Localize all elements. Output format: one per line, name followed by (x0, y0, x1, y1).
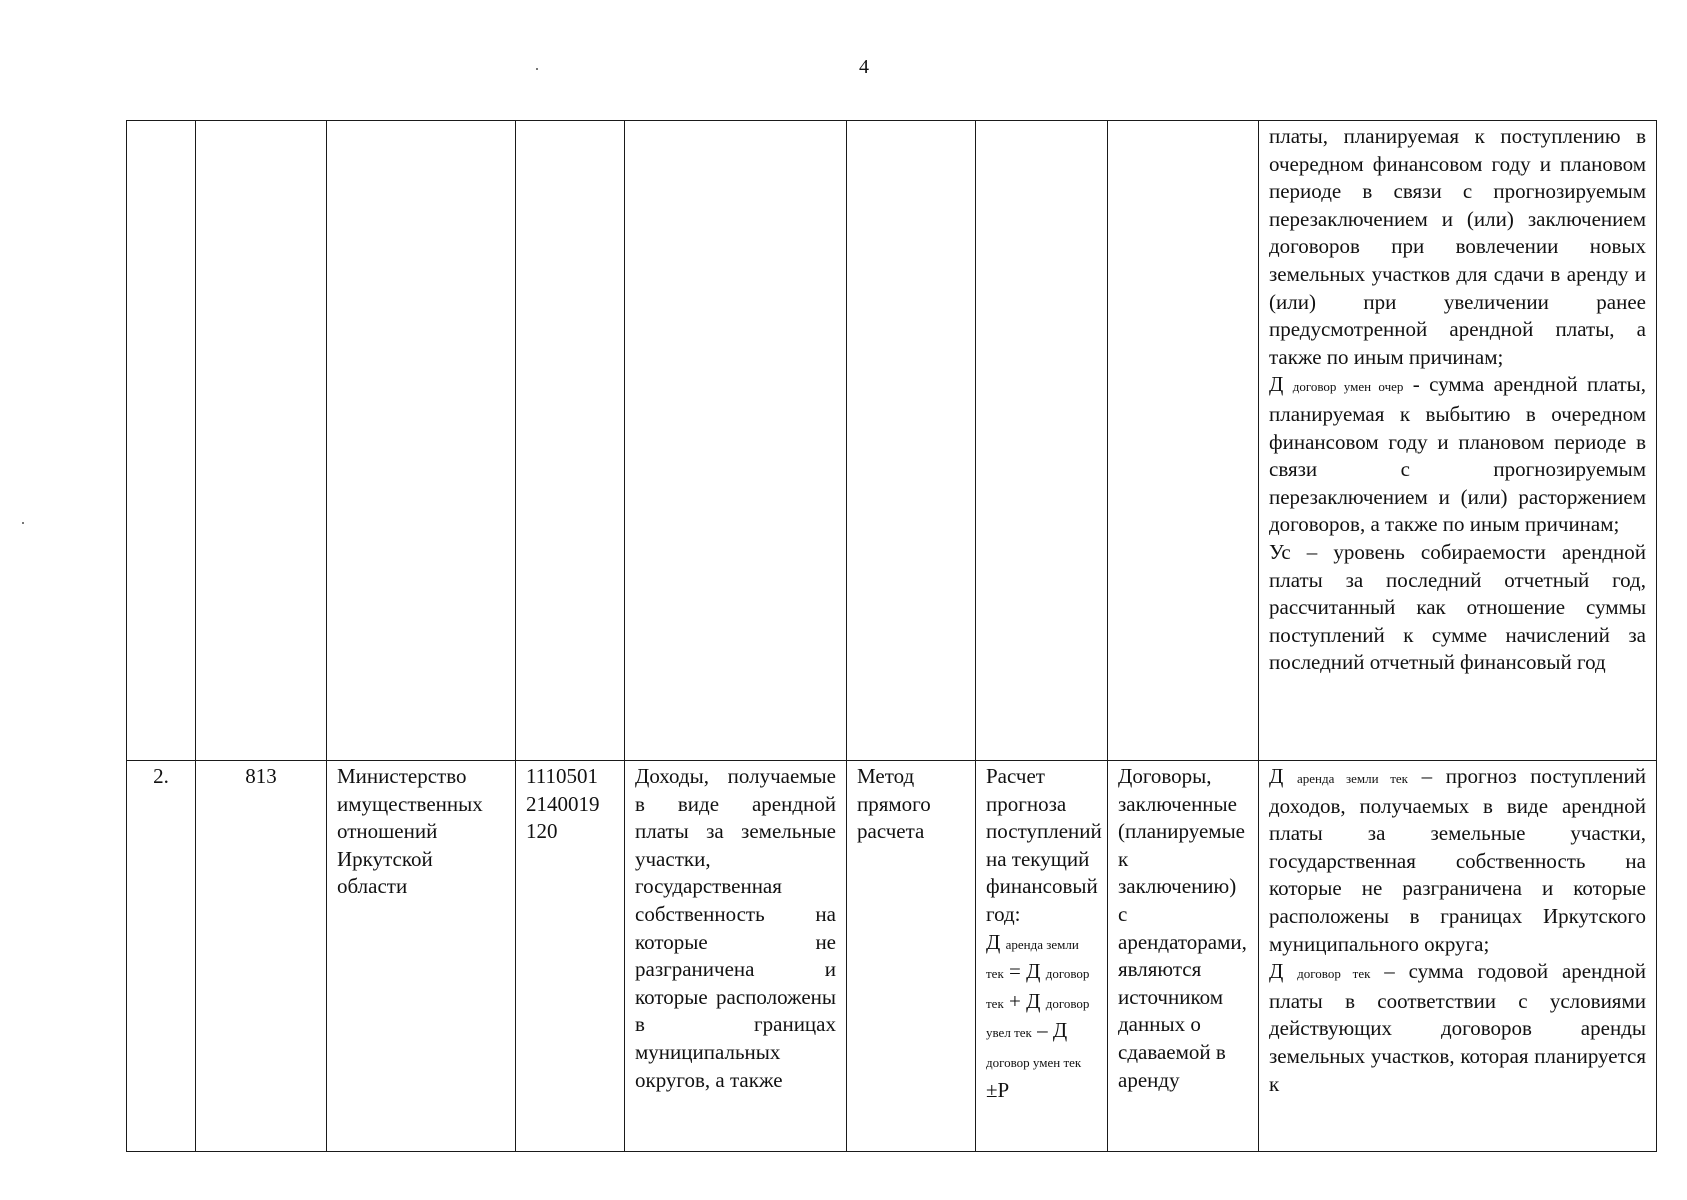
formula-sub-arenda: аренда земли тек (986, 936, 1079, 982)
uc-definition: Ус – уровень собираемости арендной платы за последний отчетный год, рассчитанный как отношение суммы поступлений к сумме начислений за последний отчетный финансовый год (1269, 539, 1646, 675)
cell-income-name (625, 121, 847, 761)
row-number: 2. (127, 761, 196, 1152)
cell-number (127, 121, 196, 761)
formula-d: Д (986, 929, 1001, 954)
cell-method (847, 121, 976, 761)
page-number: 4 (859, 56, 869, 78)
formula-intro: Расчет прогноза поступлений на текущий финансовый год: (986, 764, 1102, 926)
def-1 (1269, 763, 1646, 958)
row-source: Договоры, заключенные (планируемые к заключению) с арендаторами, являются источником данных о сдаваемой в аренду (1108, 761, 1259, 1152)
formula-d: Д (1052, 1018, 1068, 1043)
def-2-subscript: договор тек (1297, 966, 1371, 982)
formula-expression (986, 930, 1089, 1102)
kbk-line: 1110501 (526, 764, 598, 788)
formula-d: Д (1026, 988, 1041, 1013)
d-umen-definition (1269, 371, 1646, 539)
description-paragraph: платы, планируемая к поступлению в очередном финансовом году и плановом периоде в связи с прогнозируемым перезаключением и (или) заключением договоров при вовлечении новых земельных участков для сдачи в аренду и (или) при увеличении ранее предусмотренной арендной платы, а также по иным причинам; (1269, 124, 1646, 369)
d-umen-subscript: договор умен очер (1292, 379, 1404, 395)
formula-d: Д (1026, 959, 1041, 984)
scan-speck (22, 522, 24, 524)
row-kbk (516, 761, 625, 1152)
row-method: Метод прямого расчета (847, 761, 976, 1152)
d-umen-text: - сумма арендной платы, планируемая к выбытию в очередном финансовом году и плановом периоде в связи с прогнозируемым перезаключением и (или) расторжением договоров, а также по иным причинам; (1269, 372, 1647, 537)
def-2 (1269, 958, 1646, 1098)
formula-sub-uvel: договор увел тек (986, 995, 1090, 1041)
def-1-symbol: Д (1269, 764, 1284, 788)
row-formula (976, 761, 1108, 1152)
row-definitions (1259, 761, 1657, 1152)
formula-sub-dogovor-tek: договор тек (986, 966, 1090, 1011)
budget-table (126, 120, 1657, 1152)
formula-tail: ±Р (986, 1077, 1010, 1102)
formula-eq: = (1009, 959, 1021, 984)
table-row-continuation (127, 121, 1657, 761)
cell-code (196, 121, 327, 761)
def-2-symbol: Д (1269, 959, 1284, 984)
cell-formula (976, 121, 1108, 761)
row-code: 813 (196, 761, 327, 1152)
formula-minus: – (1037, 1018, 1048, 1043)
def-2-text: – сумма годовой арендной платы в соответствии с условиями действующих договоров аренды земельных участков, которая планируется к (1269, 959, 1646, 1096)
cell-description (1259, 121, 1657, 761)
row-administrator: Министерство имущественных отношений Иркутской области (327, 761, 516, 1152)
def-1-text: – прогноз поступлений доходов, получаемых в виде арендной платы за земельные участки, государственная собственность на которые не разграничена и которые расположены в границах Иркутского муниципального округа; (1269, 764, 1647, 956)
cell-source (1108, 121, 1259, 761)
scan-speck (536, 68, 538, 70)
kbk-line: 120 (526, 819, 558, 844)
def-1-subscript: аренда земли тек (1296, 771, 1408, 786)
formula-plus: + (1009, 988, 1021, 1013)
row-income-name: Доходы, получаемые в виде арендной платы за земельные участки, государственная собственность на которые не разграничена и которые расположены в границах муниципальных округов, а также (625, 761, 847, 1152)
kbk-line: 2140019 (526, 791, 600, 816)
formula-sub-umen: договор умен тек (986, 1054, 1082, 1070)
d-umen-symbol: Д (1269, 372, 1284, 397)
cell-kbk (516, 121, 625, 761)
table-row-2 (127, 761, 1657, 1152)
cell-administrator (327, 121, 516, 761)
